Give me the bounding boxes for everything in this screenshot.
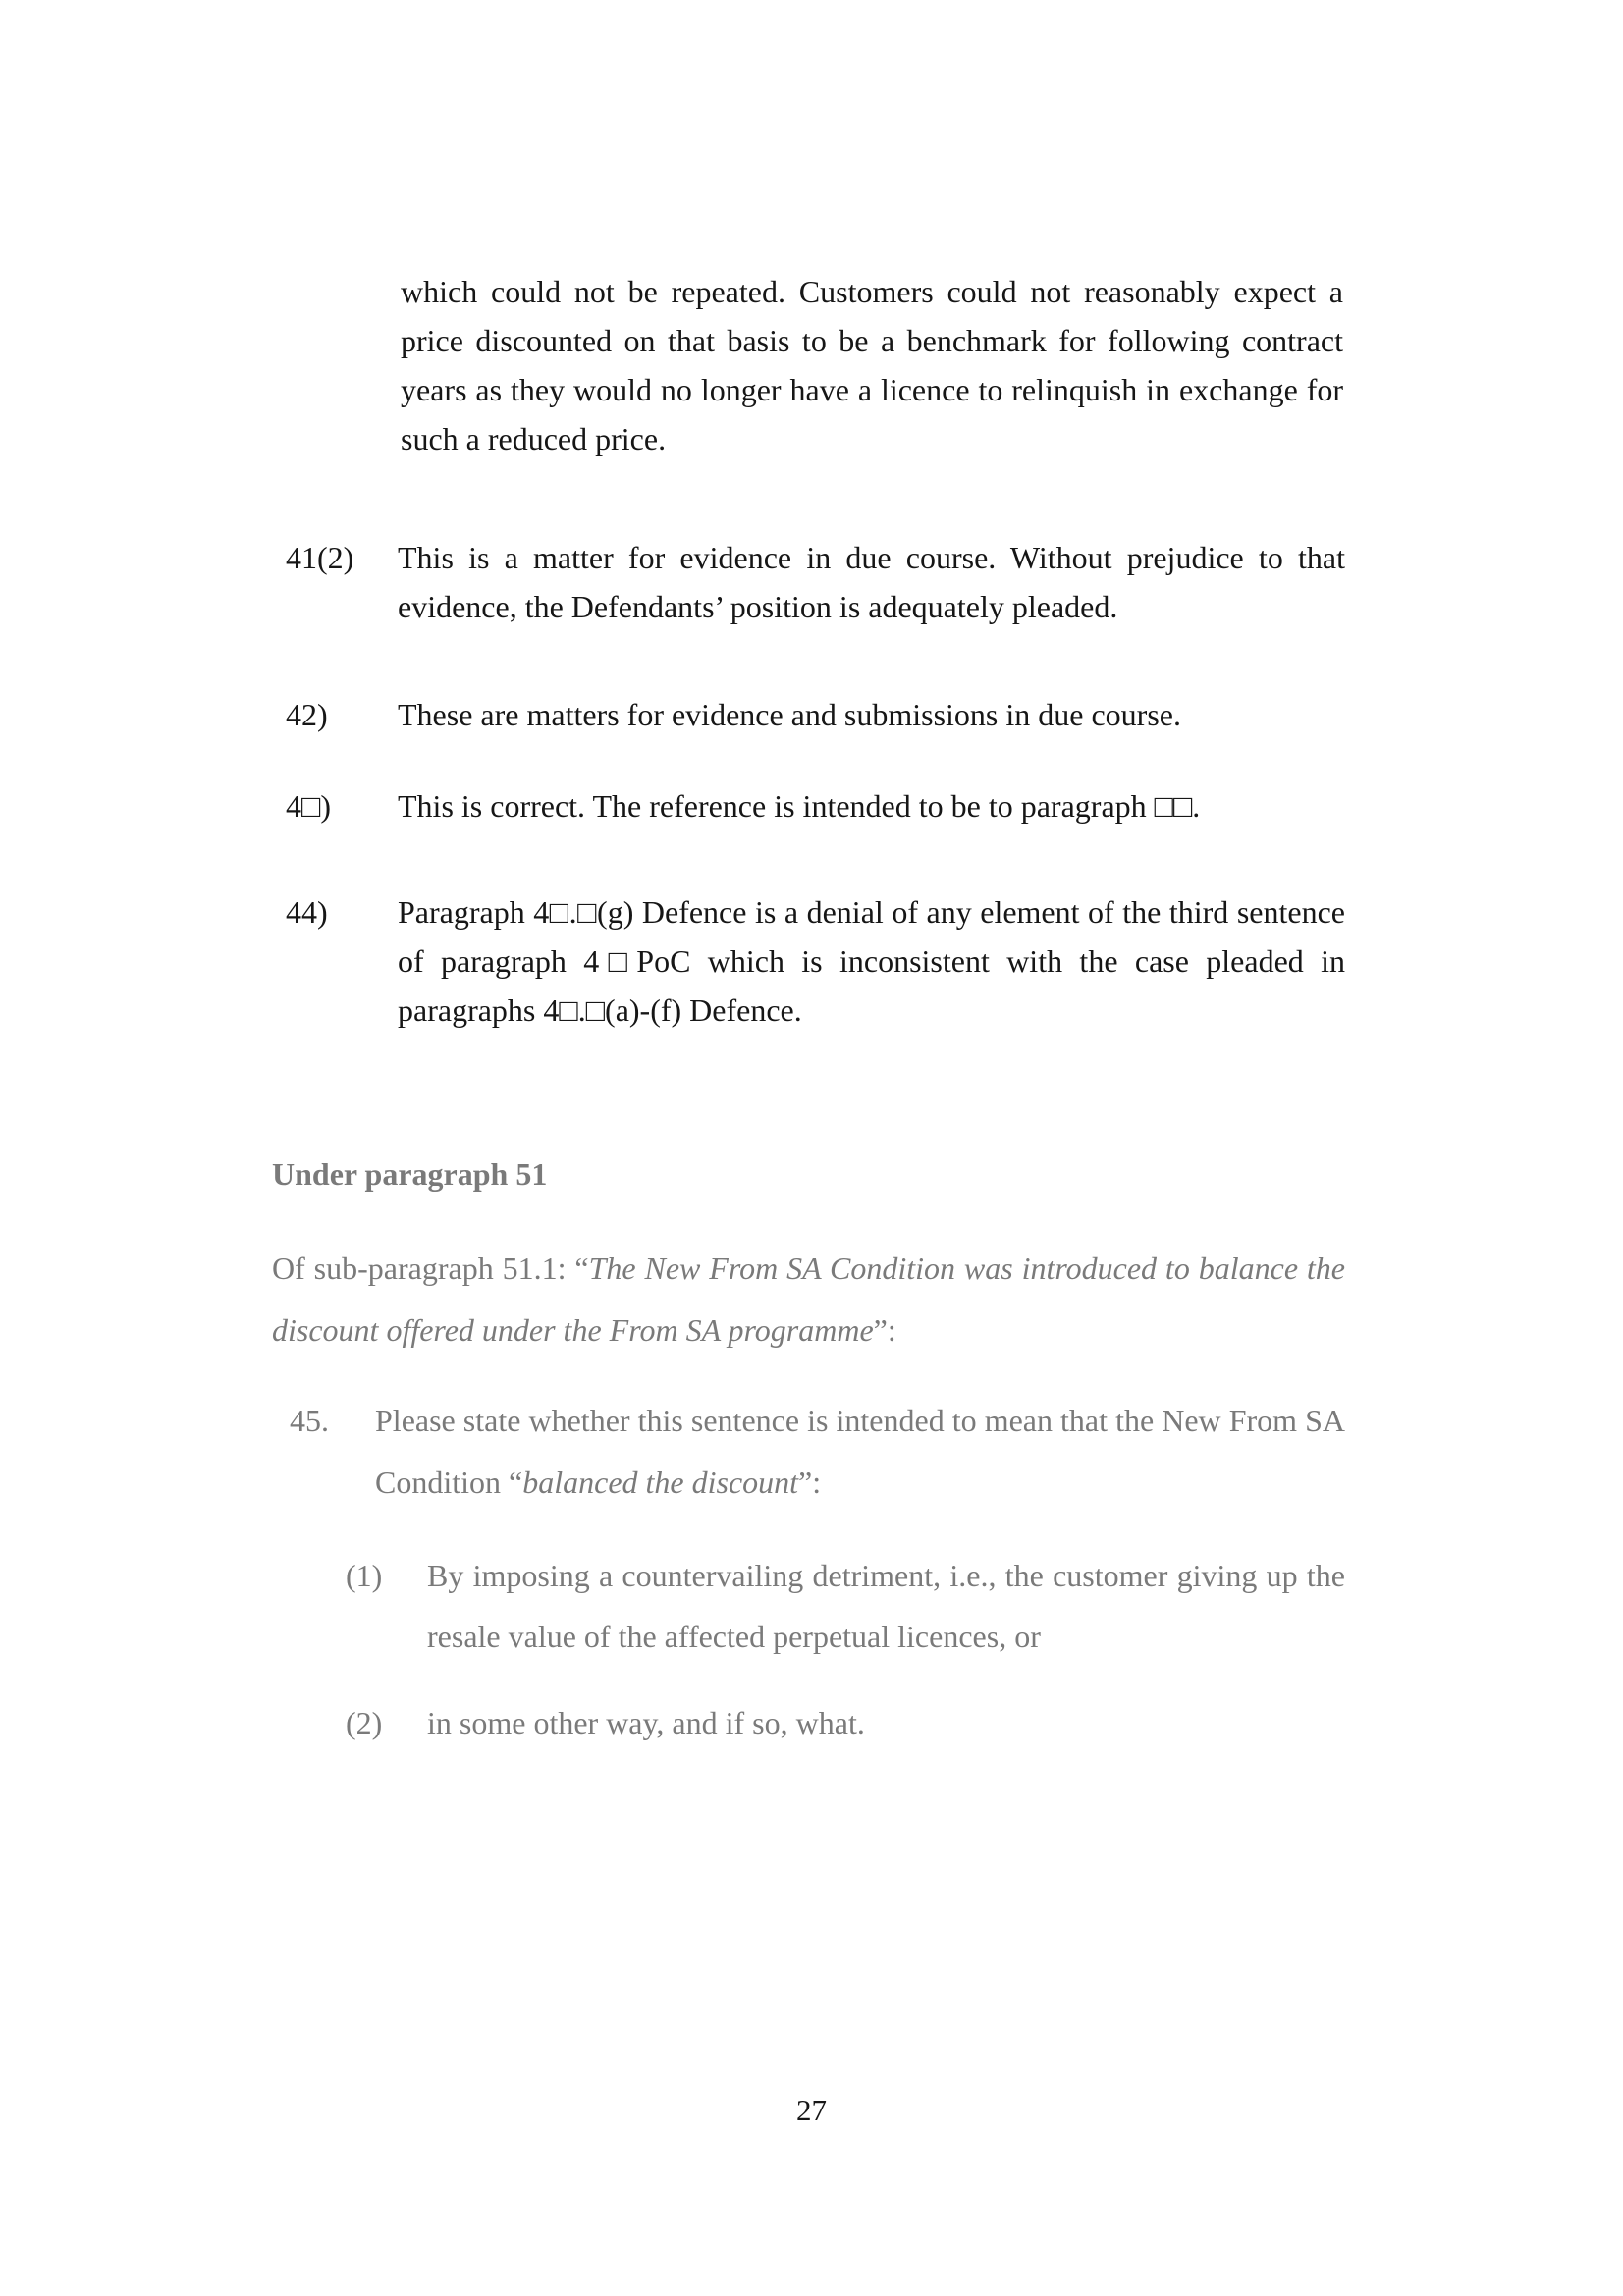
section-heading: Under paragraph 51 <box>272 1156 548 1192</box>
paragraph-number: 42) <box>286 697 328 732</box>
request-suffix: ”: <box>798 1465 822 1500</box>
answer-item-43 <box>286 781 1345 830</box>
paragraph-text: This is a matter for evidence in due course. Without prejudice to that evidence, the Defendants’ position is adequately pleaded. <box>398 540 1345 624</box>
request-prefix: Please state whether this sentence is intended to mean that the New From SA Condition “ <box>375 1403 1345 1500</box>
lead-suffix: ”: <box>873 1312 896 1348</box>
sub-item-text: in some other way, and if so, what. <box>427 1705 865 1740</box>
request-text <box>375 1390 1345 1514</box>
sub-item-text: By imposing a countervailing detriment, i.e., the customer giving up the resale value of the affected perpetual licences, or <box>427 1558 1345 1654</box>
paragraph-number: 4□) <box>286 788 331 824</box>
sub-item-marker: (2) <box>346 1705 383 1740</box>
paragraph-text: These are matters for evidence and submissions in due course. <box>398 697 1181 732</box>
page-number: 27 <box>796 2093 827 2127</box>
answer-item-42 <box>286 690 1345 739</box>
paragraph-text: This is correct. The reference is intended to be to paragraph □□. <box>398 788 1201 824</box>
continuation-paragraph: which could not be repeated. Customers could not reasonably expect a price discounted on that basis to be a benchmark for following contract years as they would no longer have a licence to relinquish in exchange for such a reduced price. <box>401 274 1343 456</box>
request-quote: balanced the discount <box>522 1465 799 1500</box>
paragraph-text: Paragraph 4□.□(g) Defence is a denial of any element of the third sentence of paragraph 4□PoC which is inconsistent with the case pleaded in paragraphs 4□.□(a)-(f) Defence. <box>398 894 1345 1028</box>
lead-prefix: Of sub-paragraph 51.1: “ <box>272 1251 589 1286</box>
request-number: 45. <box>290 1403 329 1438</box>
sub-item-2 <box>346 1692 1345 1753</box>
answer-item-44 <box>286 887 1345 1035</box>
gray-lead-paragraph <box>272 1238 1345 1362</box>
sub-item-1 <box>346 1545 1345 1667</box>
request-item-45 <box>290 1390 1345 1514</box>
paragraph-number: 41(2) <box>286 540 354 575</box>
paragraph-number: 44) <box>286 894 328 930</box>
sub-item-marker: (1) <box>346 1558 383 1593</box>
answer-item-41-2 <box>286 533 1345 631</box>
lead-quote: The New From SA Condition was introduced to balance the discount offered under the From SA programme <box>272 1251 1346 1348</box>
